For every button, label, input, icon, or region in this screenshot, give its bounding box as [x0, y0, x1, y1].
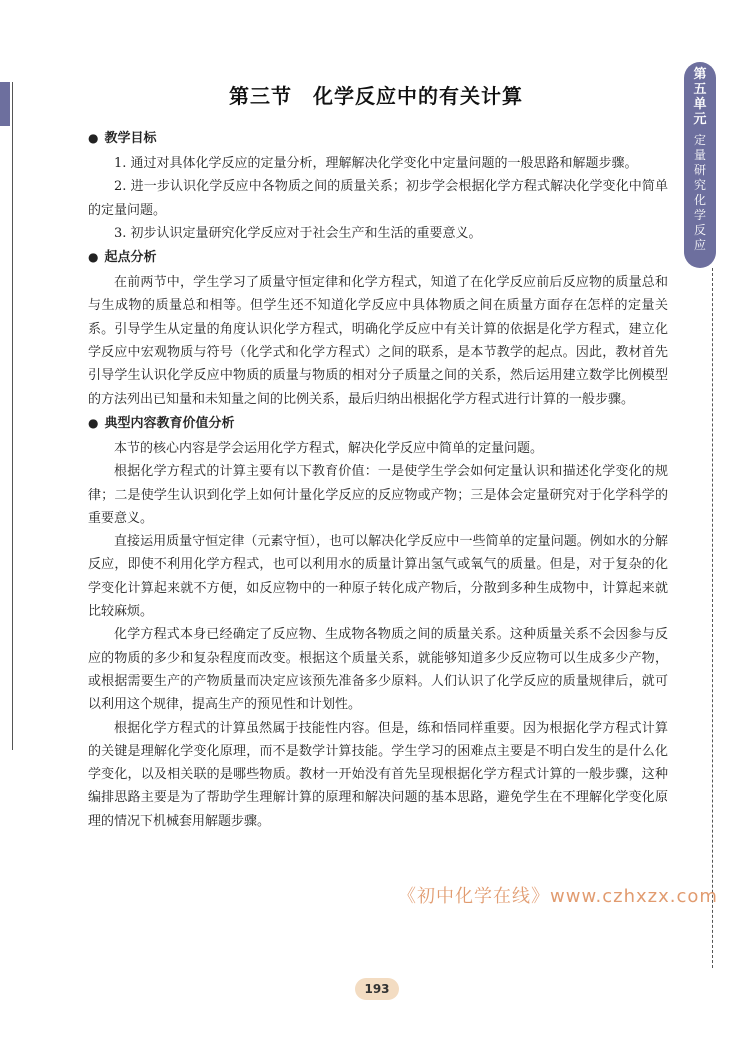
paragraph: 在前两节中，学生学习了质量守恒定律和化学方程式，知道了在化学反应前后反应物的质量总和与生成物的质量总和相等。但学生还不知道化学反应中具体物质之间在质量方面存在怎样的定量关系。引导学生从定量的角度认识化学方程式，明确化学反应中有关计算的依据是化学方程式，建立化学反应中宏观物质与符号（化学式和化学方程式）之间的联系，是本节教学的起点。因此，教材首先引导学生认识化学反应中物质的质量与物质的相对分子质量之间的关系，然后运用建立数学比例模型的方法列出已知量和未知量之间的比例关系，最后归纳出根据化学方程式进行计算的一般步骤。 [88, 275, 668, 407]
paragraph: 根据化学方程式的计算主要有以下教育价值：一是使学生学会如何定量认识和描述化学变化的规律；二是使学生认识到化学上如何计量化学反应的反应物或产物；三是体会定量研究对于化学科学的重要意义。 [88, 464, 668, 526]
section-educational-value [88, 413, 668, 833]
section-heading: ● 起点分析 [88, 247, 668, 268]
section-heading: ● 典型内容教育价值分析 [88, 413, 668, 434]
section-title: 第三节 化学反应中的有关计算 [229, 84, 523, 108]
unit-label: 第 五 单 元 [693, 67, 707, 127]
bullet-icon: ● [88, 415, 99, 430]
margin-dashed-line [712, 268, 713, 968]
section-heading: ● 教学目标 [88, 128, 668, 149]
bullet-icon: ● [88, 131, 99, 145]
paragraph: 本节的核心内容是学会运用化学方程式，解决化学反应中简单的定量问题。 [114, 440, 544, 456]
unit-topic: 定 量 研 究 化 学 反 应 [693, 133, 706, 252]
page-number: 193 [355, 978, 399, 1000]
section-starting-analysis [88, 247, 668, 411]
paragraph: 直接运用质量守恒定律（元素守恒），也可以解决化学反应中一些简单的定量问题。例如水的分解反应，即使不利用化学方程式，也可以利用水的质量计算出氢气或氧气的质量。但是，对于复杂的化学变化计算起来就不方便，如反应物中的一种原子转化成产物后，分散到多种生成物中，计算起来就比较麻烦。 [88, 534, 668, 620]
paragraph: 2. 进一步认识化学反应中各物质之间的质量关系；初步学会根据化学方程式解决化学变化中简单的定量问题。 [88, 179, 668, 218]
paragraph: 根据化学方程式的计算虽然属于技能性内容。但是，练和悟同样重要。因为根据化学方程式计算的关键是理解化学变化原理，而不是数学计算技能。学生学习的困难点主要是不明白发生的是什么化学变化，以及相关联的是哪些物质。教材一开始没有首先呈现根据化学方程式计算的一般步骤，这种编排思路主要是为了帮助学生理解计算的原理和解决问题的基本思路，避免学生在不理解化学变化原理的情况下机械套用解题步骤。 [88, 720, 668, 829]
paragraph: 3. 初步认识定量研究化学反应对于社会生产和生活的重要意义。 [114, 225, 482, 241]
section-teaching-goals [88, 128, 668, 245]
bullet-icon: ● [88, 250, 99, 265]
left-margin-line [12, 82, 13, 750]
paragraph: 化学方程式本身已经确定了反应物、生成物各物质之间的质量关系。这种质量关系不会因参与反应的物质的多少和复杂程度而改变。根据这个质量关系，就能够知道多少反应物可以生成多少产物，或根据需要生产的产物质量而决定应该预先准备多少原料。人们认识了化学反应的质量规律后，就可以利用这个规律，提高生产的预见性和计划性。 [88, 627, 668, 713]
watermark: 《初中化学在线》www.czhxzx.com [398, 886, 718, 907]
paragraph: 1. 通过对具体化学反应的定量分析，理解解决化学变化中定量问题的一般思路和解题步骤。 [114, 156, 638, 171]
main-content [88, 126, 668, 833]
unit-side-tab [684, 62, 716, 268]
